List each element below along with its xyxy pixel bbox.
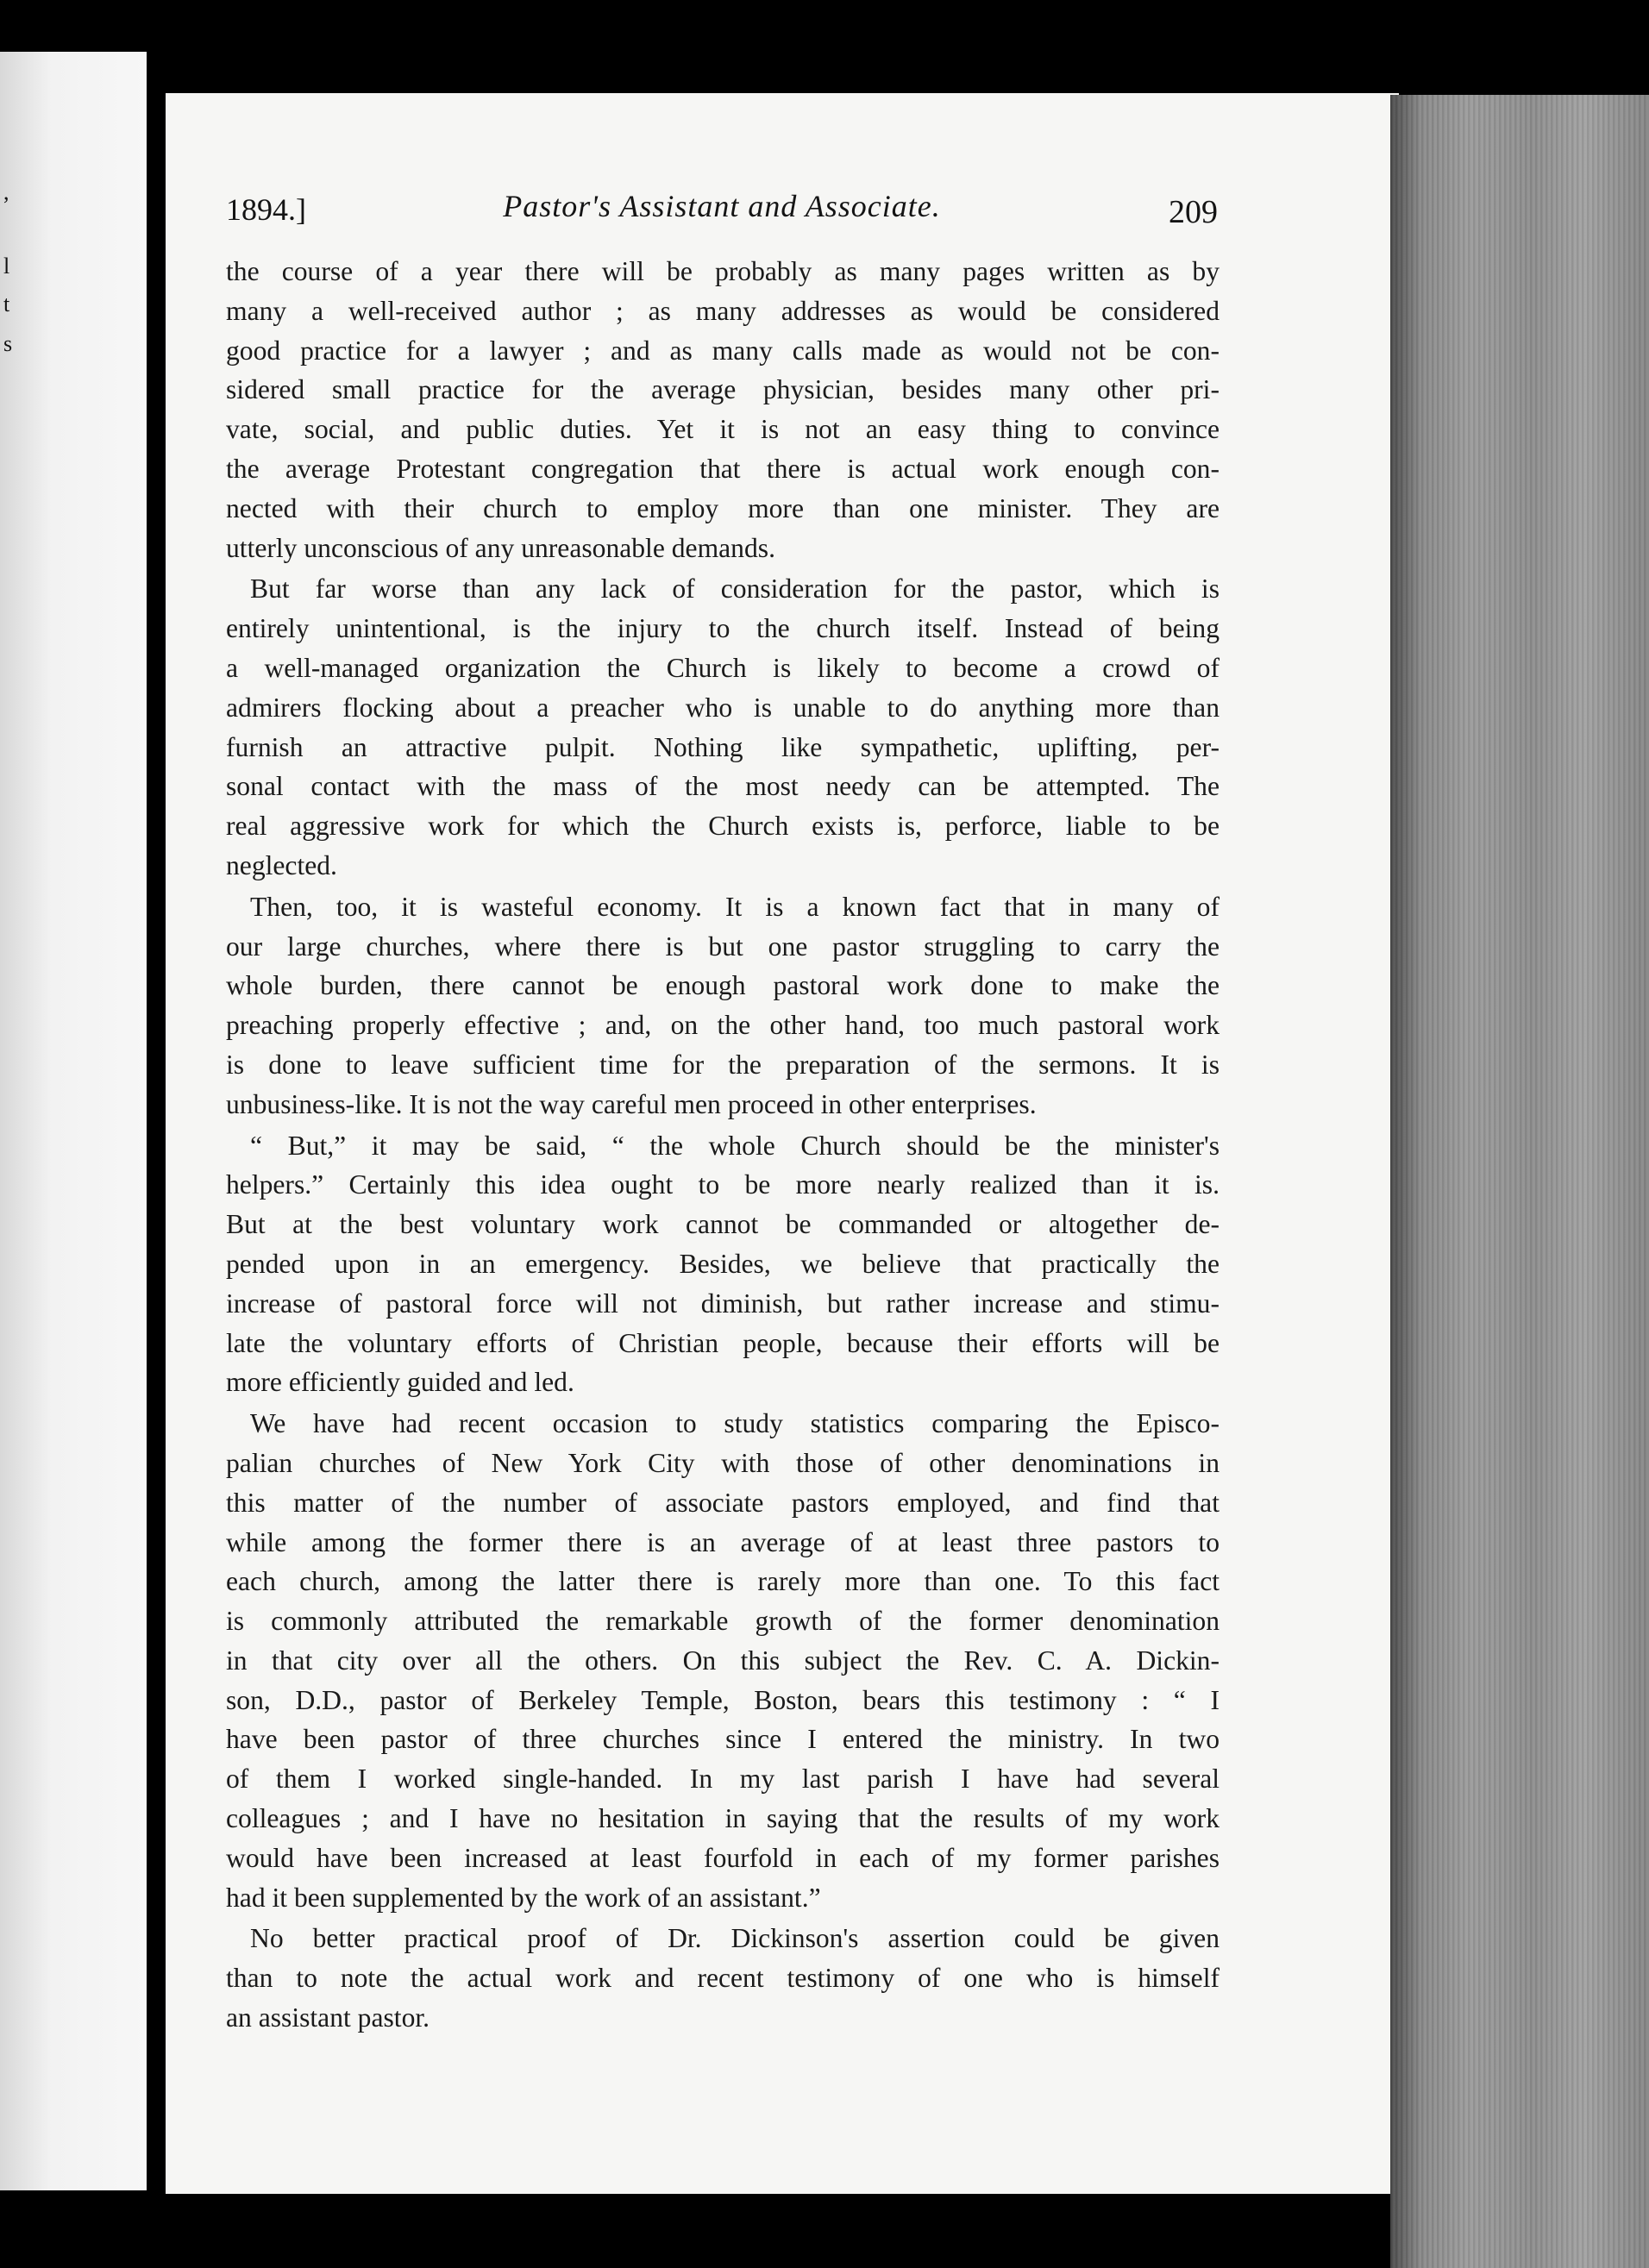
text-line: entirely unintentional, is the injury to the church itself. Instead of being (226, 613, 1220, 644)
text-line: palian churches of New York City with those of other denominations in (226, 1447, 1220, 1478)
text-line: increase of pastoral force will not diminish, but rather increase and stimu- (226, 1287, 1220, 1319)
text-line: But far worse than any lack of consideration for the pastor, which is (250, 573, 1220, 605)
text-line: this matter of the number of associate pastors employed, and find that (226, 1487, 1220, 1518)
text-line: helpers.” Certainly this idea ought to be more nearly realized than it is. (226, 1169, 1220, 1200)
text-line: admirers flocking about a preacher who is unable to do anything more than (226, 692, 1220, 723)
facing-page-fragment: s (3, 331, 13, 356)
text-line: No better practical proof of Dr. Dickinson's assertion could be given (250, 1923, 1220, 1954)
text-line: the course of a year there will be probably as many pages written as by (226, 256, 1220, 286)
gutter-shadow (147, 60, 166, 2173)
text-line: have been pastor of three churches since I entered the ministry. In two (226, 1724, 1220, 1755)
text-line: of them I worked single-handed. In my last parish I have had several (226, 1764, 1220, 1795)
text-line: neglected. (226, 849, 337, 880)
text-line: than to note the actual work and recent testimony of one who is himself (226, 1963, 1220, 1994)
text-line: colleagues ; and I have no hesitation in saying that the results of my work (226, 1803, 1220, 1834)
facing-page-fragment: l (3, 254, 10, 279)
text-line: son, D.D., pastor of Berkeley Temple, Boston, bears this testimony : “ I (226, 1684, 1220, 1715)
text-line: the average Protestant congregation that there is actual work enough con- (226, 453, 1220, 484)
running-header (226, 183, 1218, 231)
header-year: 1894.] (226, 192, 306, 227)
text-line: unbusiness-like. It is not the way careful men proceed in other enterprises. (226, 1088, 1037, 1119)
page-number: 209 (1169, 194, 1218, 230)
text-line: utterly unconscious of any unreasonable demands. (226, 532, 775, 563)
text-line: late the voluntary efforts of Christian people, because their efforts will be (226, 1327, 1220, 1358)
page-block-texture (1390, 95, 1649, 2268)
text-line: vate, social, and public duties. Yet it is not an easy thing to convince (226, 414, 1220, 445)
text-line: sidered small practice for the average physician, besides many other pri- (226, 374, 1220, 405)
text-line: nected with their church to employ more than one minister. They are (226, 492, 1220, 523)
text-line: had it been supplemented by the work of an assistant.” (226, 1882, 821, 1913)
text-line: good practice for a lawyer ; and as many calls made as would not be con- (226, 335, 1220, 366)
text-line: sonal contact with the mass of the most needy can be attempted. The (226, 771, 1220, 802)
text-line: is done to leave sufficient time for the preparation of the sermons. It is (226, 1049, 1220, 1080)
header-title: Pastor's Assistant and Associate. (503, 189, 941, 223)
text-line: each church, among the latter there is rarely more than one. To this fact (226, 1566, 1220, 1597)
text-line: our large churches, where there is but one pastor struggling to carry the (226, 930, 1220, 962)
facing-page-fragment: , (3, 179, 9, 204)
text-line: more efficiently guided and led. (226, 1367, 574, 1398)
text-line: But at the best voluntary work cannot be commanded or altogether de- (226, 1209, 1220, 1240)
text-line: whole burden, there cannot be enough pastoral work done to make the (226, 970, 1220, 1001)
text-line: many a well-received author ; as many addresses as would be considered (226, 295, 1220, 326)
text-line: would have been increased at least fourfold in each of my former parishes (226, 1842, 1220, 1873)
text-line: a well-managed organization the Church is likely to become a crowd of (226, 652, 1220, 683)
text-line: We have had recent occasion to study statistics comparing the Episco- (250, 1408, 1220, 1439)
text-line: “ But,” it may be said, “ the whole Church should be the minister's (250, 1130, 1220, 1161)
body-text (226, 252, 1220, 2038)
facing-page-margin (0, 52, 147, 2190)
text-line: pended upon in an emergency. Besides, we believe that practically the (226, 1248, 1220, 1279)
facing-page-fragment: t (3, 291, 10, 316)
text-line: Then, too, it is wasteful economy. It is a known fact that in many of (250, 891, 1220, 922)
text-line: is commonly attributed the remarkable growth of the former denomination (226, 1606, 1220, 1637)
text-line: furnish an attractive pulpit. Nothing like sympathetic, uplifting, per- (226, 731, 1220, 762)
text-line: preaching properly effective ; and, on the other hand, too much pastoral work (226, 1010, 1220, 1041)
text-line: an assistant pastor. (226, 2002, 430, 2033)
text-line: real aggressive work for which the Church exists is, perforce, liable to be (226, 811, 1220, 842)
text-line: in that city over all the others. On this subject the Rev. C. A. Dickin- (226, 1645, 1220, 1676)
text-line: while among the former there is an average of at least three pastors to (226, 1526, 1220, 1557)
